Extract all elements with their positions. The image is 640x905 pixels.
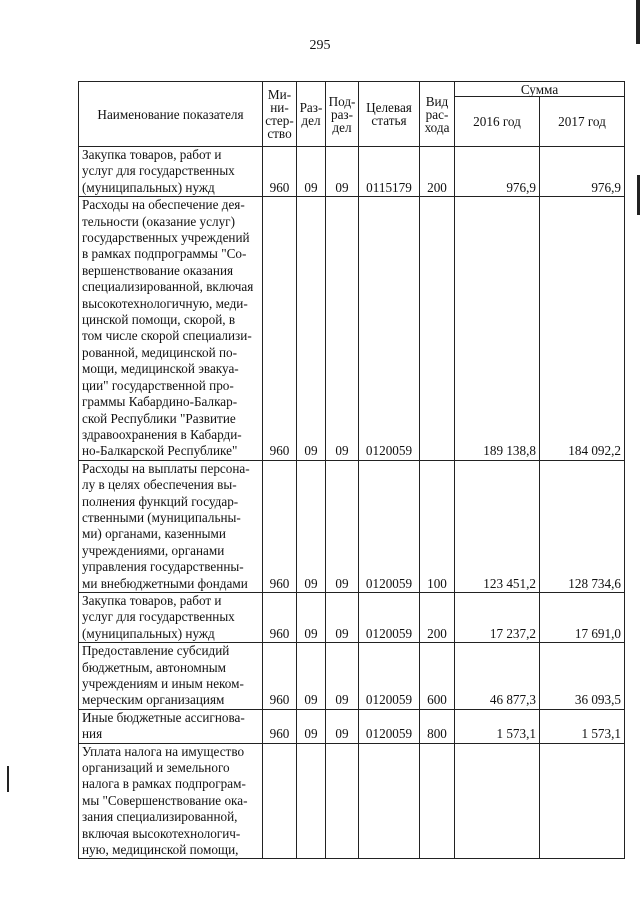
expense-type-cell: 200 bbox=[420, 147, 455, 197]
target-item-cell: 0120059 bbox=[359, 197, 420, 461]
scan-edge-mark-top bbox=[636, 0, 640, 44]
table-row bbox=[79, 197, 625, 461]
section-cell: 09 bbox=[297, 197, 326, 461]
table-row bbox=[79, 643, 625, 710]
amount-2016-cell: 46 877,3 bbox=[455, 643, 540, 710]
amount-2017-cell: 1 573,1 bbox=[540, 709, 625, 743]
expense-type-cell: 100 bbox=[420, 460, 455, 592]
budget-table bbox=[78, 81, 625, 859]
target-item-cell: 0115179 bbox=[359, 147, 420, 197]
row-name-line: ции" государственной про- bbox=[82, 377, 234, 393]
row-name-cell bbox=[79, 743, 263, 859]
row-name-line: Уплата налога на имущество bbox=[82, 743, 245, 759]
header-subsection: Под- раз- дел bbox=[326, 82, 359, 147]
row-name-line: здравоохранения в Кабарди- bbox=[82, 426, 242, 442]
subsection-cell: 09 bbox=[326, 643, 359, 710]
subsection-cell: 09 bbox=[326, 592, 359, 642]
table-row bbox=[79, 743, 625, 859]
row-name-cell bbox=[79, 147, 263, 197]
row-name-line: управления государственны- bbox=[82, 559, 244, 575]
amount-2017-cell: 17 691,0 bbox=[540, 592, 625, 642]
row-name-line: государственных учреждений bbox=[82, 230, 250, 246]
header-year-2016: 2016 год bbox=[455, 97, 540, 147]
row-name-line: (муниципальных) нужд bbox=[82, 625, 215, 641]
page-number: 295 bbox=[309, 38, 331, 53]
section-cell bbox=[297, 743, 326, 859]
header-row-top bbox=[79, 82, 625, 97]
subsection-cell bbox=[326, 743, 359, 859]
row-name-line: в рамках подпрограммы "Со- bbox=[82, 246, 247, 262]
ministry-cell: 960 bbox=[263, 460, 297, 592]
row-name-line: ми) органами, казенными bbox=[82, 526, 226, 542]
row-name-line: ской Республики "Развитие bbox=[82, 410, 236, 426]
section-cell: 09 bbox=[297, 709, 326, 743]
ministry-cell: 960 bbox=[263, 197, 297, 461]
subsection-cell: 09 bbox=[326, 147, 359, 197]
header-section: Раз- дел bbox=[297, 82, 326, 147]
row-name-line: цинской помощи, скорой, в bbox=[82, 312, 236, 328]
row-name-line: бюджетным, автономным bbox=[82, 659, 226, 675]
subsection-cell: 09 bbox=[326, 709, 359, 743]
expense-type-cell: 800 bbox=[420, 709, 455, 743]
row-name-line: вершенствование оказания bbox=[82, 262, 234, 278]
header-ministry: Ми- ни- стер- ство bbox=[263, 82, 297, 147]
amount-2016-cell: 1 573,1 bbox=[455, 709, 540, 743]
amount-2017-cell: 976,9 bbox=[540, 147, 625, 197]
amount-2016-cell: 189 138,8 bbox=[455, 197, 540, 461]
table-row bbox=[79, 709, 625, 743]
row-name-line: ния bbox=[82, 726, 103, 742]
scan-edge-mark-left bbox=[7, 766, 9, 792]
header-target-item: Целевая статья bbox=[359, 82, 420, 147]
row-name-cell bbox=[79, 643, 263, 710]
amount-2016-cell: 123 451,2 bbox=[455, 460, 540, 592]
table-row bbox=[79, 460, 625, 592]
header-expense-type: Вид рас- хода bbox=[420, 82, 455, 147]
expense-type-cell: 200 bbox=[420, 592, 455, 642]
row-name-line: Закупка товаров, работ и bbox=[82, 592, 222, 608]
header-sum: Сумма bbox=[455, 82, 625, 97]
row-name-line: рованной, медицинской по- bbox=[82, 344, 237, 360]
target-item-cell: 0120059 bbox=[359, 460, 420, 592]
row-name-cell bbox=[79, 197, 263, 461]
amount-2017-cell bbox=[540, 743, 625, 859]
expense-type-cell bbox=[420, 743, 455, 859]
row-name-line: Иные бюджетные ассигнова- bbox=[82, 709, 245, 725]
table-row bbox=[79, 592, 625, 642]
row-name-line: ственными (муниципальны- bbox=[82, 509, 241, 525]
row-name-line: Предоставление субсидий bbox=[82, 643, 230, 659]
amount-2016-cell bbox=[455, 743, 540, 859]
row-name-line: тельности (оказание услуг) bbox=[82, 213, 235, 229]
row-name-line: учреждениям и иным неком- bbox=[82, 676, 244, 691]
row-name-cell bbox=[79, 709, 263, 743]
section-cell: 09 bbox=[297, 460, 326, 592]
amount-2017-cell: 36 093,5 bbox=[540, 643, 625, 710]
subsection-cell: 09 bbox=[326, 460, 359, 592]
row-name-line: учреждениями, органами bbox=[82, 542, 225, 558]
amount-2016-cell: 17 237,2 bbox=[455, 592, 540, 642]
row-name-line: услуг для государственных bbox=[82, 609, 235, 625]
row-name-line: мощи, медицинской эвакуа- bbox=[82, 361, 239, 377]
target-item-cell: 0120059 bbox=[359, 592, 420, 642]
row-name-line: мы "Совершенствование ока- bbox=[82, 792, 248, 808]
ministry-cell: 960 bbox=[263, 147, 297, 197]
row-name-cell bbox=[79, 460, 263, 592]
row-name-line: Расходы на выплаты персона- bbox=[82, 460, 250, 476]
ministry-cell bbox=[263, 743, 297, 859]
section-cell: 09 bbox=[297, 592, 326, 642]
row-name-line: полнения функций государ- bbox=[82, 493, 239, 509]
row-name-line: но-Балкарской Республике" bbox=[82, 443, 238, 459]
table-row bbox=[79, 147, 625, 197]
row-name-line: ми внебюджетными фондами bbox=[82, 575, 248, 591]
row-name-line: налога в рамках подпрограм- bbox=[82, 776, 246, 792]
row-name-line: мерческим организациям bbox=[82, 692, 225, 708]
target-item-cell: 0120059 bbox=[359, 709, 420, 743]
row-name-line: ную, медицинской помощи, bbox=[82, 842, 239, 858]
ministry-cell: 960 bbox=[263, 592, 297, 642]
row-name-line: Закупка товаров, работ и bbox=[82, 147, 222, 162]
row-name-line: том числе скорой специализи- bbox=[82, 328, 252, 344]
subsection-cell: 09 bbox=[326, 197, 359, 461]
row-name-line: включая высокотехнологич- bbox=[82, 825, 241, 841]
section-cell: 09 bbox=[297, 643, 326, 710]
amount-2016-cell: 976,9 bbox=[455, 147, 540, 197]
row-name-line: зания специализированной, bbox=[82, 809, 238, 825]
row-name-line: организаций и земельного bbox=[82, 760, 230, 776]
ministry-cell: 960 bbox=[263, 643, 297, 710]
target-item-cell bbox=[359, 743, 420, 859]
expense-type-cell bbox=[420, 197, 455, 461]
ministry-cell: 960 bbox=[263, 709, 297, 743]
row-name-cell bbox=[79, 592, 263, 642]
row-name-line: граммы Кабардино-Балкар- bbox=[82, 394, 238, 410]
row-name-line: специализированной, включая bbox=[82, 279, 254, 295]
section-cell: 09 bbox=[297, 147, 326, 197]
target-item-cell: 0120059 bbox=[359, 643, 420, 710]
row-name-line: высокотехнологичную, меди- bbox=[82, 295, 248, 311]
table-body bbox=[79, 147, 625, 859]
expense-type-cell: 600 bbox=[420, 643, 455, 710]
header-name: Наименование показателя bbox=[79, 82, 263, 147]
amount-2017-cell: 128 734,6 bbox=[540, 460, 625, 592]
row-name-line: Расходы на обеспечение дея- bbox=[82, 197, 245, 213]
row-name-line: (муниципальных) нужд bbox=[82, 179, 215, 195]
row-name-line: услуг для государственных bbox=[82, 163, 235, 179]
amount-2017-cell: 184 092,2 bbox=[540, 197, 625, 461]
row-name-line: лу в целях обеспечения вы- bbox=[82, 477, 237, 493]
header-year-2017: 2017 год bbox=[540, 97, 625, 147]
